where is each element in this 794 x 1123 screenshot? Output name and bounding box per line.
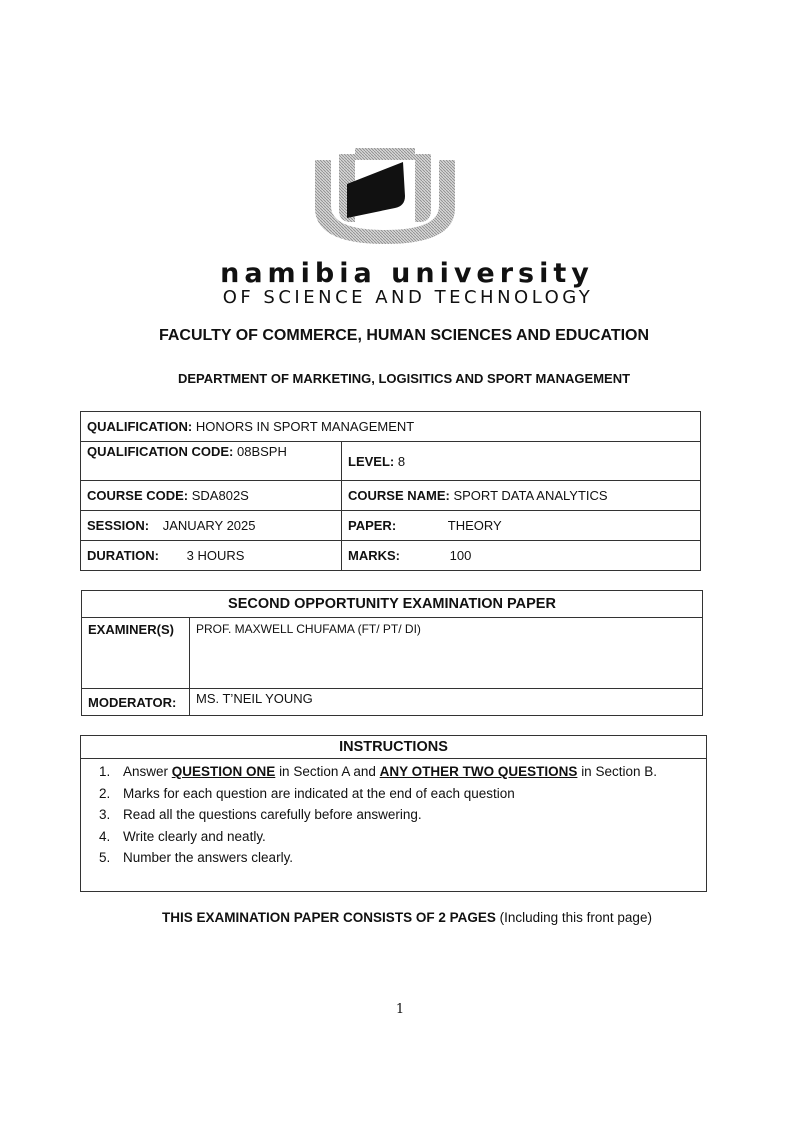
course-row bbox=[81, 481, 701, 511]
examiners-table bbox=[81, 590, 703, 716]
instruction-number: 4. bbox=[99, 828, 111, 844]
course-code-label: COURSE CODE: bbox=[87, 488, 189, 503]
instruction-text: Write clearly and neatly. bbox=[123, 828, 266, 844]
page-count-bold: THIS EXAMINATION PAPER CONSISTS OF 2 PAGES bbox=[162, 910, 496, 925]
duration-label: DURATION: bbox=[87, 548, 159, 563]
page-count-note bbox=[0, 910, 794, 925]
level-cell bbox=[342, 442, 701, 481]
instruction-item bbox=[99, 804, 700, 826]
duration-value: 3 HOURS bbox=[186, 548, 245, 563]
qualification-label: QUALIFICATION: bbox=[87, 419, 193, 434]
qual-code-row bbox=[81, 442, 701, 481]
qual-code-label: QUALIFICATION CODE: bbox=[87, 444, 234, 459]
qual-code-value: 08BSPH bbox=[236, 444, 287, 459]
university-name: namibia university bbox=[220, 258, 594, 289]
instruction-text: Marks for each question are indicated at the end of each question bbox=[123, 785, 515, 801]
instructions-body bbox=[81, 759, 707, 892]
instruction-number: 3. bbox=[99, 807, 111, 822]
examiners-value: PROF. MAXWELL CHUFAMA (FT/ PT/ DI) bbox=[190, 618, 703, 689]
moderator-label: MODERATOR: bbox=[82, 689, 190, 716]
level-value: 8 bbox=[397, 453, 406, 469]
examiners-label: EXAMINER(S) bbox=[82, 618, 190, 689]
duration-row bbox=[81, 541, 701, 571]
qual-code-cell bbox=[81, 442, 342, 481]
page-number: 1 bbox=[395, 1002, 405, 1017]
instruction-number: 2. bbox=[99, 785, 111, 801]
page-count-rest: (Including this front page) bbox=[499, 910, 652, 925]
instructions-title: INSTRUCTIONS bbox=[81, 736, 707, 759]
course-code-value: SDA802S bbox=[191, 488, 249, 503]
instructions-table bbox=[80, 735, 707, 892]
session-label: SESSION: bbox=[87, 518, 150, 533]
qualification-cell bbox=[81, 412, 701, 442]
instruction-item bbox=[99, 761, 700, 783]
session-cell bbox=[81, 511, 342, 541]
instruction-text: Answer bbox=[123, 764, 169, 779]
session-row bbox=[81, 511, 701, 541]
marks-value: 100 bbox=[449, 548, 472, 563]
marks-label: MARKS: bbox=[348, 548, 400, 563]
instruction-item bbox=[99, 847, 700, 869]
qualification-value: HONORS IN SPORT MANAGEMENT bbox=[195, 419, 415, 434]
level-label: LEVEL: bbox=[348, 453, 395, 469]
course-name-label: COURSE NAME: bbox=[348, 488, 450, 503]
duration-cell bbox=[81, 541, 342, 571]
instruction-text: in Section A and bbox=[279, 764, 376, 779]
exam-paper-title: SECOND OPPORTUNITY EXAMINATION PAPER bbox=[82, 591, 703, 618]
faculty-heading: FACULTY OF COMMERCE, HUMAN SCIENCES AND EDUCATION bbox=[158, 327, 650, 344]
instruction-item bbox=[99, 826, 700, 848]
department-heading: DEPARTMENT OF MARKETING, LOGISITICS AND SPORT MANAGEMENT bbox=[177, 371, 631, 386]
instructions-list bbox=[99, 761, 700, 869]
instruction-emphasis: QUESTION ONE bbox=[171, 764, 276, 779]
instruction-text: in Section B. bbox=[581, 764, 657, 779]
instruction-number: 5. bbox=[99, 850, 111, 865]
university-logo bbox=[311, 148, 459, 248]
instruction-emphasis: ANY OTHER TWO QUESTIONS bbox=[379, 764, 578, 779]
course-name-cell bbox=[342, 481, 701, 511]
instruction-number: 1. bbox=[99, 764, 111, 779]
marks-cell bbox=[342, 541, 701, 571]
paper-value: THEORY bbox=[447, 518, 502, 533]
exam-details-table bbox=[80, 411, 701, 571]
course-code-cell bbox=[81, 481, 342, 511]
session-value: JANUARY 2025 bbox=[162, 518, 256, 533]
moderator-value: MS. T’NEIL YOUNG bbox=[190, 689, 703, 716]
instruction-item bbox=[99, 783, 700, 805]
course-name-value: SPORT DATA ANALYTICS bbox=[453, 488, 608, 503]
paper-cell bbox=[342, 511, 701, 541]
instruction-text: Read all the questions carefully before answering. bbox=[123, 807, 422, 822]
qualification-row bbox=[81, 412, 701, 442]
instruction-text: Number the answers clearly. bbox=[123, 850, 294, 865]
paper-label: PAPER: bbox=[348, 518, 397, 533]
university-subtitle: OF SCIENCE AND TECHNOLOGY bbox=[222, 287, 594, 308]
